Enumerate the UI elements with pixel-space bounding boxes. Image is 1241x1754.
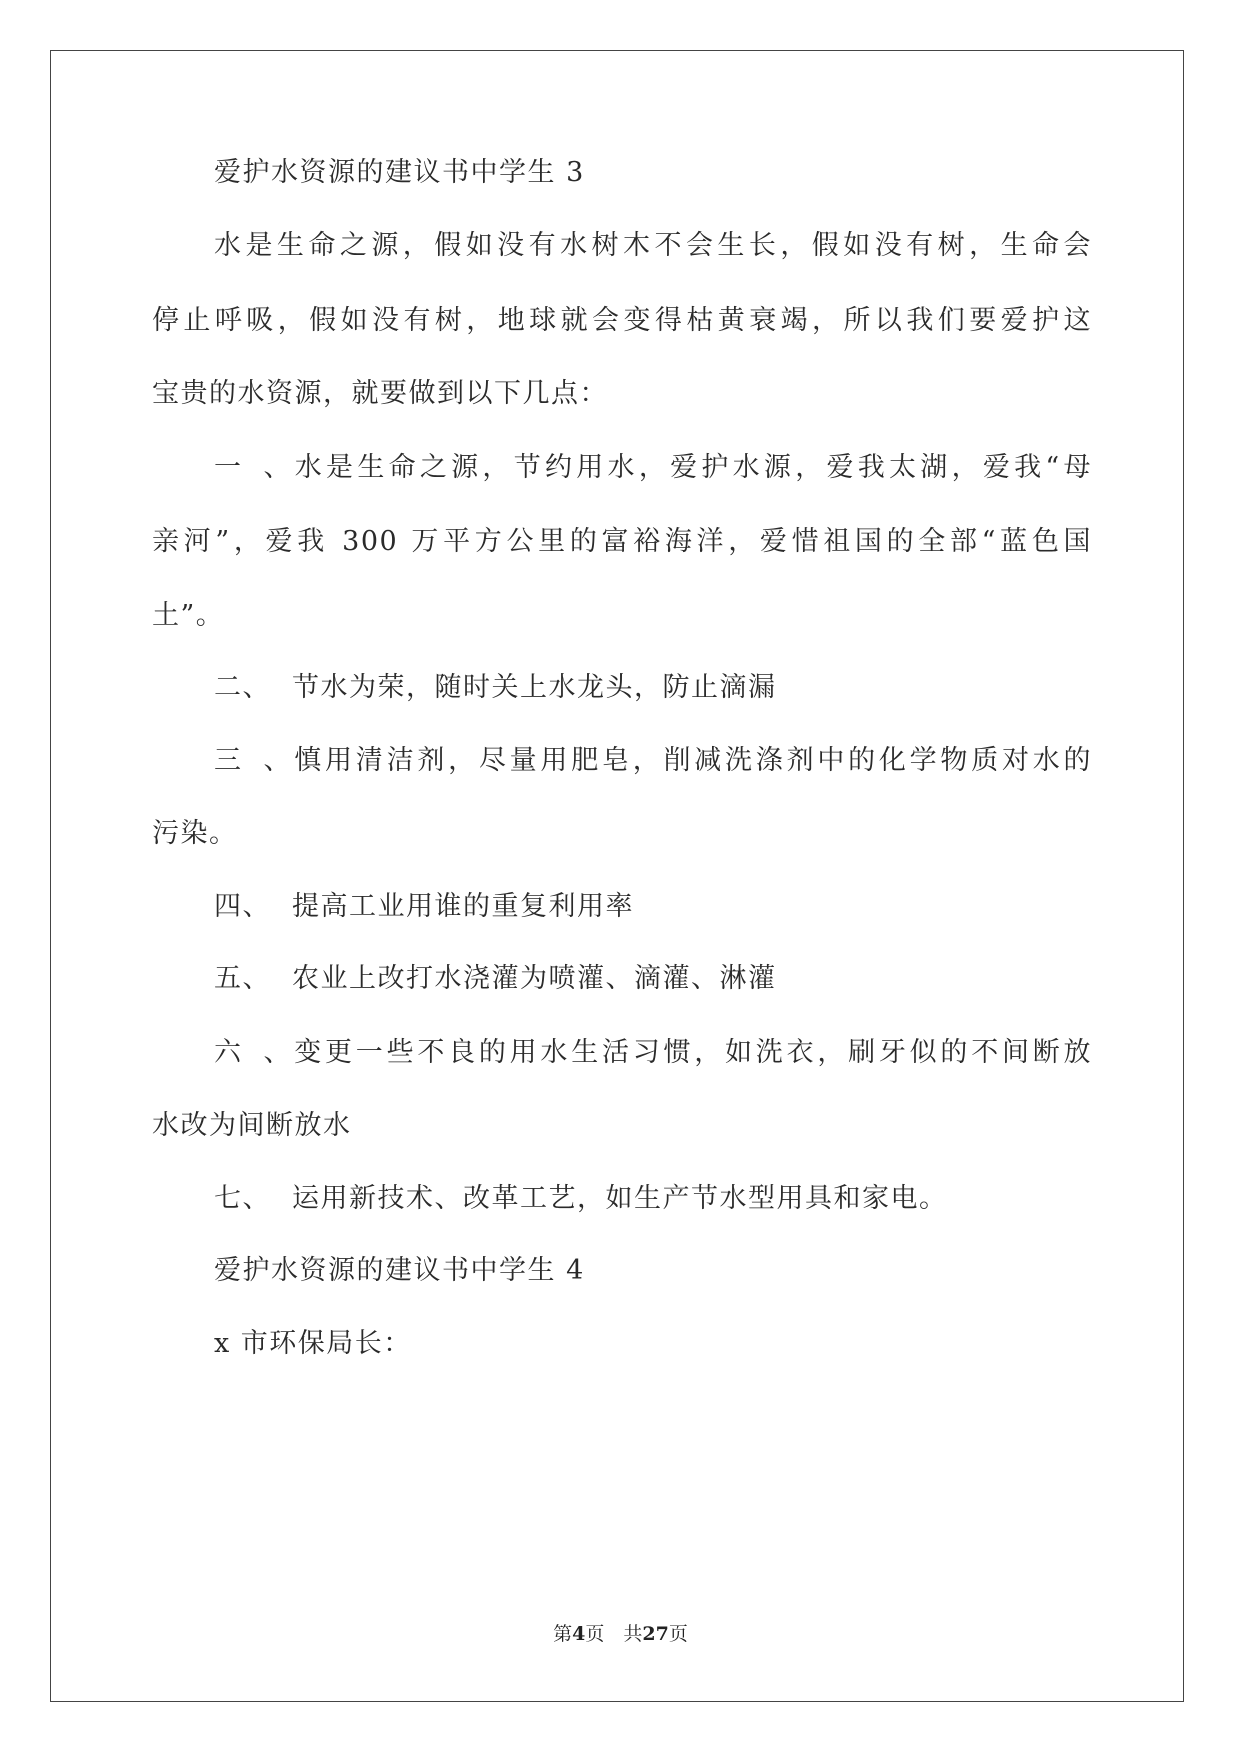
list-item [214, 452, 1092, 484]
list-item [214, 1037, 1092, 1069]
list-item [214, 963, 1092, 995]
list-item-continuation: 土”。 [152, 600, 225, 631]
list-number: 三、 [214, 745, 292, 776]
intro-line-1: 水是生命之源，假如没有水树木不会生长，假如没有树，生命会 [214, 230, 1092, 261]
total-pages: 27 [642, 1623, 669, 1645]
list-text: 节水为荣，随时关上水龙头，防止滴漏 [292, 672, 777, 703]
list-item-continuation: 水改为间断放水 [152, 1110, 352, 1141]
intro-line-3: 宝贵的水资源，就要做到以下几点： [152, 378, 608, 409]
list-number: 五、 [214, 963, 271, 994]
list-item [214, 1183, 1092, 1215]
list-number: 六、 [214, 1037, 292, 1068]
list-text: 变更一些不良的用水生活习惯，如洗衣，刷牙似的不间断放 [292, 1037, 1092, 1068]
total-suffix: 页 [668, 1623, 688, 1645]
intro-line-2: 停止呼吸，假如没有树，地球就会变得枯黄衰竭，所以我们要爱护这 [152, 305, 1092, 336]
list-text: 农业上改打水浇灌为喷灌、滴灌、淋灌 [292, 963, 777, 994]
page-number: 4 [572, 1623, 586, 1645]
list-number: 二、 [214, 672, 271, 703]
list-text: 提高工业用谁的重复利用率 [292, 891, 634, 922]
list-number: 一、 [214, 452, 292, 483]
list-item-continuation: 亲河”，爱我 300 万平方公里的富裕海洋，爱惜祖国的全部“蓝色国 [152, 526, 1092, 557]
total-prefix: 共 [623, 1623, 643, 1645]
list-number: 七、 [214, 1183, 271, 1214]
page-prefix: 第 [553, 1623, 573, 1645]
list-number: 四、 [214, 891, 271, 922]
list-item [214, 745, 1092, 777]
section4-title: 爱护水资源的建议书中学生 4 [214, 1255, 585, 1286]
list-text: 水是生命之源，节约用水，爱护水源，爱我太湖，爱我“母 [292, 452, 1092, 483]
page-suffix: 页 [585, 1623, 605, 1645]
page-footer [0, 1622, 1241, 1646]
salutation: x 市环保局长： [214, 1328, 412, 1359]
list-text: 慎用清洁剂，尽量用肥皂，削减洗涤剂中的化学物质对水的 [292, 745, 1092, 776]
section3-title: 爱护水资源的建议书中学生 3 [214, 157, 585, 188]
page-border [50, 50, 1184, 1702]
list-item [214, 891, 1092, 923]
list-item [214, 672, 1092, 704]
list-text: 运用新技术、改革工艺，如生产节水型用具和家电。 [292, 1183, 948, 1214]
list-item-continuation: 污染。 [152, 818, 238, 849]
